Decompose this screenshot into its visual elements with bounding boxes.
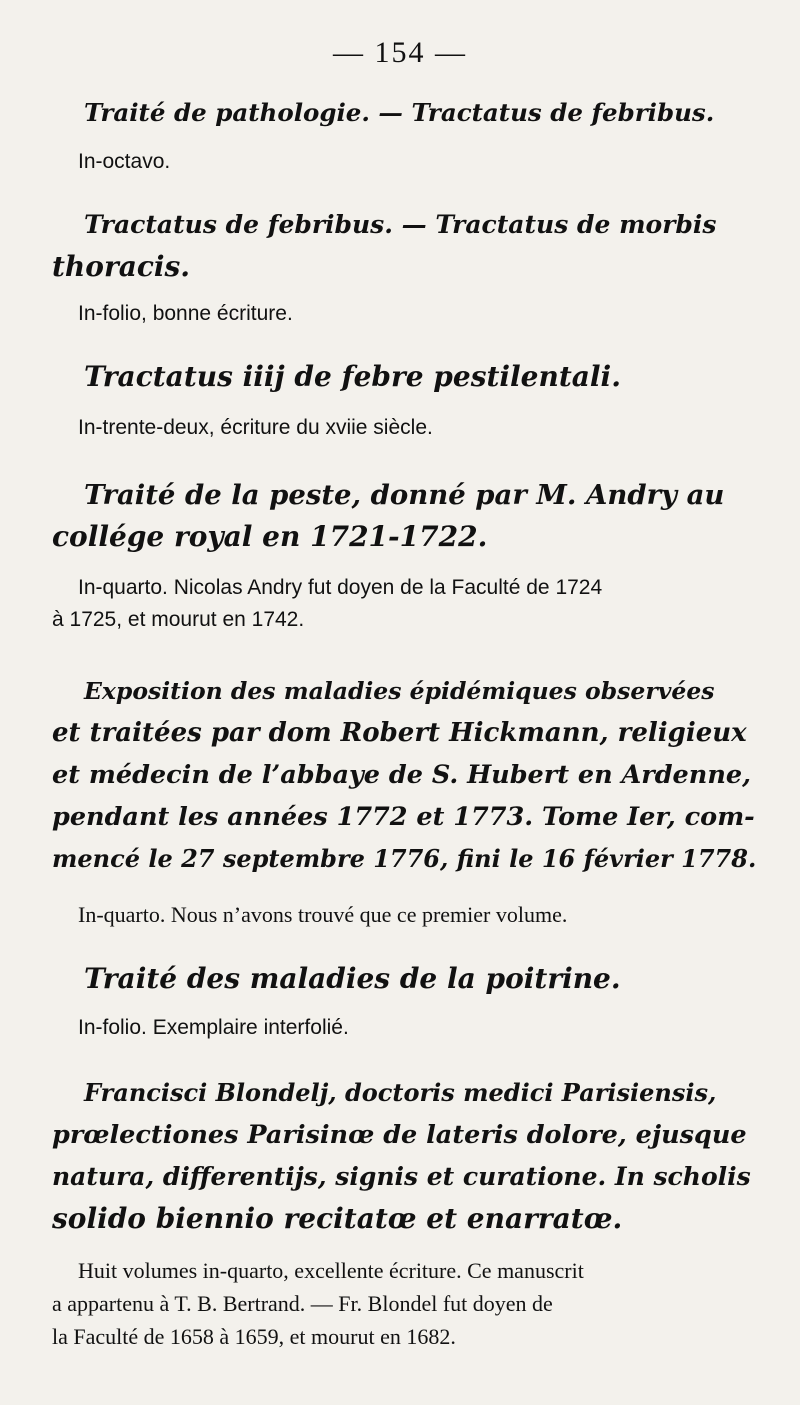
entry-note — [52, 412, 757, 444]
note-line: In-quarto. Nous n’avons trouvé que ce premier volume. — [78, 902, 568, 927]
note-line: In-folio, bonne écriture. — [78, 302, 293, 325]
note-line: In-folio. Exemplaire interfolié. — [78, 1016, 349, 1039]
title-line: Tractatus de febribus. — Tractatus de morbis — [84, 210, 717, 239]
title-line: Traité de pathologie. — Tractatus de febribus. — [84, 98, 715, 127]
title-line: Traité des maladies de la poitrine. — [84, 962, 621, 995]
entry-note — [52, 1012, 757, 1044]
title-line: Francisci Blondelj, doctoris medici Parisiensis, — [84, 1078, 717, 1107]
note-line: In-quarto. Nicolas Andry fut doyen de la Faculté de 1724 — [78, 576, 603, 599]
title-line: mencé le 27 septembre 1776, fini le 16 février 1778. — [52, 844, 757, 873]
note-line: In-octavo. — [78, 150, 171, 173]
title-line: prœlectiones Parisinœ de lateris dolore, ejusque — [52, 1120, 747, 1150]
note-line: a appartenu à T. B. Bertrand. — Fr. Blondel fut doyen de — [52, 1291, 553, 1316]
title-line: Traité de la peste, donné par M. Andry au — [84, 479, 725, 511]
title-line: et traitées par dom Robert Hickmann, religieux — [52, 718, 747, 748]
entry-title — [52, 356, 757, 398]
note-line: Huit volumes in-quarto, excellente écriture. Ce manuscrit — [78, 1258, 584, 1283]
entry-title — [52, 204, 757, 288]
title-line: Tractatus iiij de febre pestilentali. — [84, 360, 621, 393]
note-line: à 1725, et mourut en 1742. — [52, 608, 305, 631]
entry-title — [52, 92, 757, 134]
entry-note — [52, 898, 757, 931]
entry-title — [52, 1072, 757, 1240]
title-line: natura, differentijs, signis et curatione. In scholis — [52, 1162, 751, 1191]
title-line: thoracis. — [52, 250, 191, 283]
title-line: et médecin de l’abbaye de S. Hubert en Ardenne, — [52, 760, 751, 790]
entry-title — [52, 474, 757, 558]
entry-title — [52, 670, 757, 880]
entry-note — [52, 298, 757, 330]
note-line: la Faculté de 1658 à 1659, et mourut en 1682. — [52, 1324, 456, 1349]
entry-title — [52, 958, 757, 1000]
entry-note — [52, 1254, 757, 1353]
title-line: Exposition des maladies épidémiques observées — [84, 677, 715, 705]
page-number: — 154 — — [333, 36, 467, 69]
entry-note — [52, 146, 757, 178]
title-line: collége royal en 1721-1722. — [52, 520, 488, 553]
title-line: pendant les années 1772 et 1773. Tome Ier, com- — [52, 802, 755, 832]
entry-note — [52, 572, 757, 636]
title-line: solido biennio recitatœ et enarratœ. — [52, 1202, 623, 1235]
note-line: In-trente-deux, écriture du xviie siècle. — [78, 416, 433, 439]
